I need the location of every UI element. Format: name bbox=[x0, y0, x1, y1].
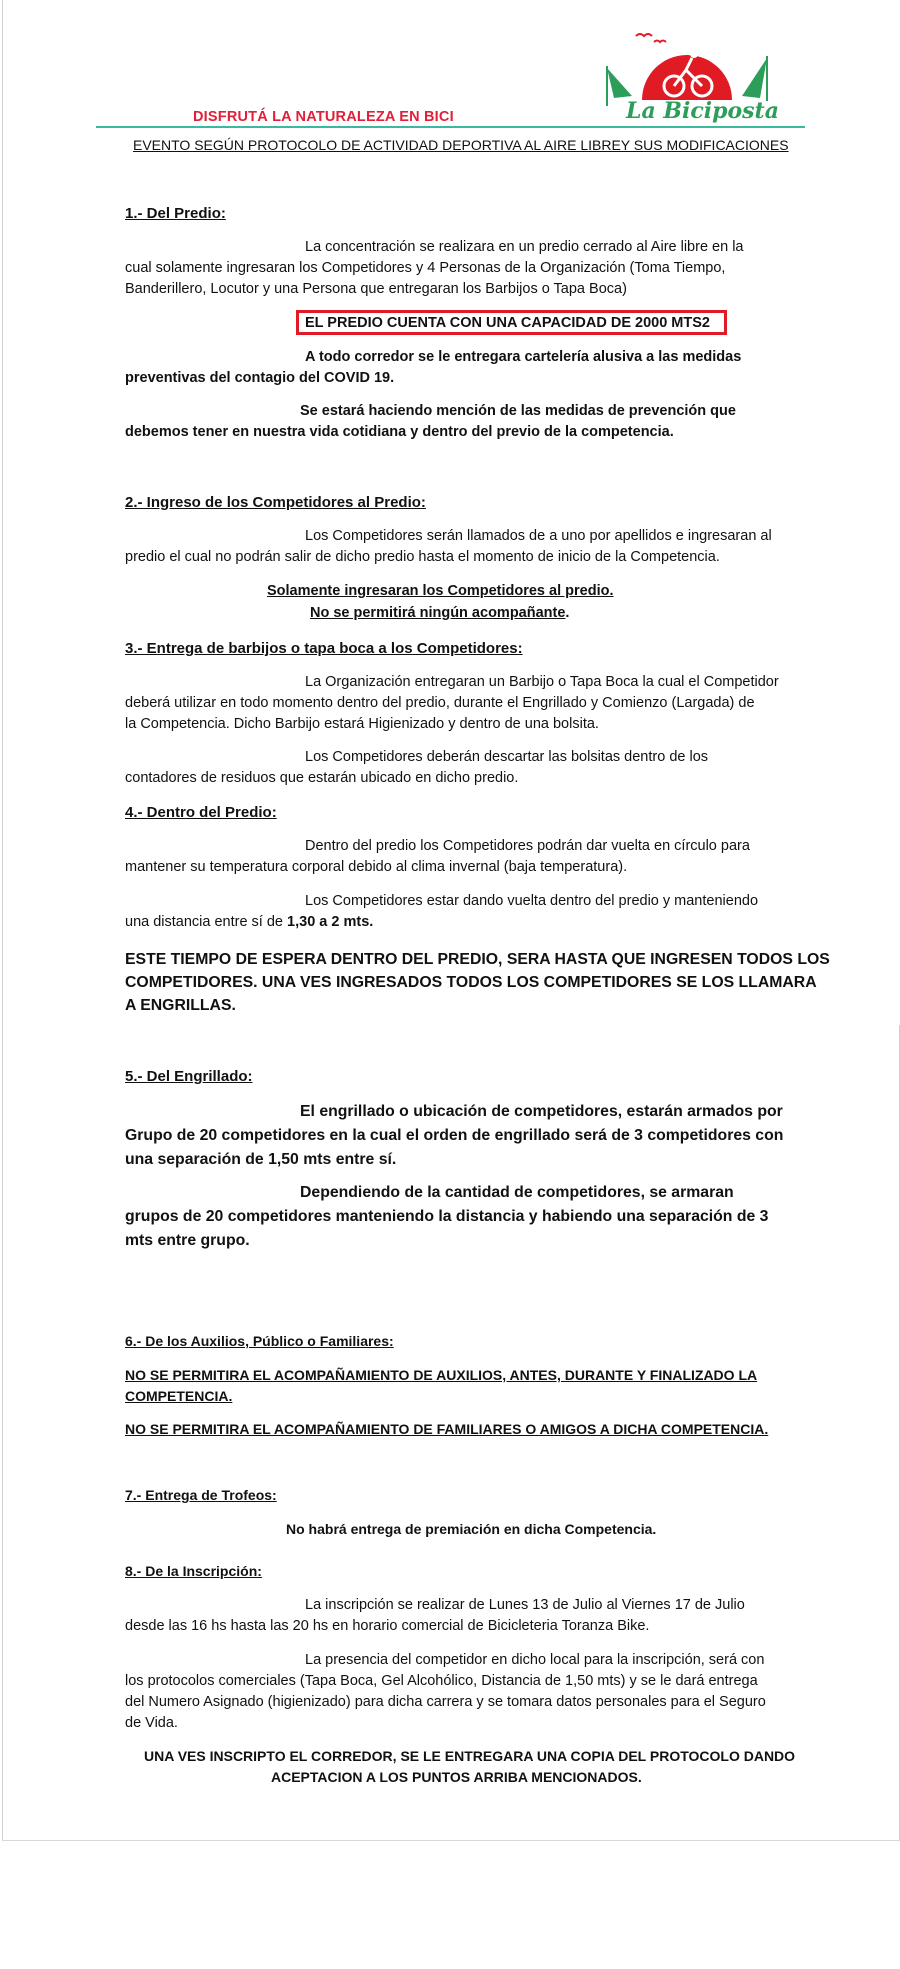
header-rule bbox=[96, 126, 805, 128]
s1-p3-line: Se estará haciendo mención de las medidas de prevención que bbox=[300, 403, 736, 419]
s5-p2-line: grupos de 20 competidores manteniendo la distancia y habiendo una separación de 3 bbox=[125, 1208, 769, 1225]
s8-p2-line: de Vida. bbox=[125, 1715, 178, 1731]
s1-p2-line: preventivas del contagio del COVID 19. bbox=[125, 370, 395, 386]
page-border bbox=[2, 0, 3, 1840]
s3-p1-line: deberá utilizar en todo momento dentro del predio, durante el Engrillado y Comienzo (Largada) de bbox=[125, 695, 755, 711]
s8-p1-line: desde las 16 hs hasta las 20 hs en horario comercial de Bicicleteria Toranza Bike. bbox=[125, 1618, 650, 1634]
s4-distance-end: . bbox=[369, 914, 374, 930]
section-2-heading: 2.- Ingreso de los Competidores al Predio: bbox=[125, 494, 426, 511]
s4-p1-line: Dentro del predio los Competidores podrán dar vuelta en círculo para bbox=[305, 838, 750, 854]
section-5-heading: 5.- Del Engrillado: bbox=[125, 1068, 253, 1085]
s1-p3-line: debemos tener en nuestra vida cotidiana y dentro del previo de la competencia. bbox=[125, 424, 674, 440]
section-6-heading: 6.- De los Auxilios, Público o Familiares: bbox=[125, 1333, 394, 1349]
capacity-notice: EL PREDIO CUENTA CON UNA CAPACIDAD DE 2000 MTS2 bbox=[305, 315, 710, 331]
section-4-heading: 4.- Dentro del Predio: bbox=[125, 804, 277, 821]
s8-final-line: ACEPTACION A LOS PUNTOS ARRIBA MENCIONADOS. bbox=[271, 1769, 642, 1785]
s5-p1-line: una separación de 1,50 mts entre sí. bbox=[125, 1151, 397, 1168]
s6-notice-line: NO SE PERMITIRA EL ACOMPAÑAMIENTO DE AUXILIOS, ANTES, DURANTE Y FINALIZADO LA bbox=[125, 1367, 758, 1383]
s1-p1-line: Banderillero, Locutor y una Persona que entregaran los Barbijos o Tapa Boca) bbox=[125, 281, 627, 297]
s3-p1-line: La Organización entregaran un Barbijo o Tapa Boca la cual el Competidor bbox=[305, 674, 779, 690]
s4-distance-value: 1,30 a 2 mts bbox=[287, 914, 370, 930]
s4-notice-line: ESTE TIEMPO DE ESPERA DENTRO DEL PREDIO, SERA HASTA QUE INGRESEN TODOS LOS bbox=[125, 951, 830, 968]
s4-p1-line: mantener su temperatura corporal debido al clima invernal (baja temperatura). bbox=[125, 859, 628, 875]
s4-p2-line: Los Competidores estar dando vuelta dentro del predio y manteniendo bbox=[305, 893, 759, 909]
s5-p2-line: mts entre grupo. bbox=[125, 1232, 250, 1249]
s4-notice-line: COMPETIDORES. UNA VES INGRESADOS TODOS LOS COMPETIDORES SE LOS LLAMARA bbox=[125, 974, 817, 991]
s2-no-companion-text: No se permitirá ningún acompañante bbox=[310, 605, 566, 621]
s4-distance-text: una distancia entre sí de bbox=[125, 914, 288, 930]
s7-no-trophies: No habrá entrega de premiación en dicha Competencia. bbox=[286, 1521, 657, 1537]
section-1-heading: 1.- Del Predio: bbox=[125, 205, 226, 222]
s2-no-companion bbox=[310, 605, 569, 621]
section-3-heading: 3.- Entrega de barbijos o tapa boca a los Competidores: bbox=[125, 640, 523, 657]
header-slogan: DISFRUTÁ LA NATURALEZA EN BICI bbox=[193, 109, 454, 125]
s6-notice-line: NO SE PERMITIRA EL ACOMPAÑAMIENTO DE FAMILIARES O AMIGOS A DICHA COMPETENCIA. bbox=[125, 1421, 769, 1437]
page-bottom-edge bbox=[2, 1840, 900, 1841]
s3-p2-line: Los Competidores deberán descartar las bolsitas dentro de los bbox=[305, 749, 709, 765]
s4-notice-line: A ENGRILLAS. bbox=[125, 997, 236, 1014]
s3-p2-line: contadores de residuos que estarán ubicado en dicho predio. bbox=[125, 770, 519, 786]
s1-p1-line: cual solamente ingresaran los Competidores y 4 Personas de la Organización (Toma Tiempo, bbox=[125, 260, 726, 276]
s2-no-companion-end: . bbox=[565, 605, 570, 621]
s8-p1-line: La inscripción se realizar de Lunes 13 de Julio al Viernes 17 de Julio bbox=[305, 1597, 745, 1613]
s3-p1-line: la Competencia. Dicho Barbijo estará Higienizado y dentro de una bolsita. bbox=[125, 716, 599, 732]
s5-p1-line: Grupo de 20 competidores en la cual el orden de engrillado será de 3 competidores con bbox=[125, 1127, 784, 1144]
s1-p1-line: La concentración se realizara en un predio cerrado al Aire libre en la bbox=[305, 239, 744, 255]
s5-p1-line: El engrillado o ubicación de competidores, estarán armados por bbox=[300, 1103, 783, 1120]
s4-p2-line bbox=[125, 914, 373, 930]
section-7-heading: 7.- Entrega de Trofeos: bbox=[125, 1487, 277, 1503]
section-8-heading: 8.- De la Inscripción: bbox=[125, 1563, 262, 1579]
s8-p2-line: La presencia del competidor en dicho local para la inscripción, será con bbox=[305, 1652, 765, 1668]
s8-final-line: UNA VES INSCRIPTO EL CORREDOR, SE LE ENTREGARA UNA COPIA DEL PROTOCOLO DANDO bbox=[144, 1748, 796, 1764]
s2-p1-line: predio el cual no podrán salir de dicho predio hasta el momento de inicio de la Competencia. bbox=[125, 549, 720, 565]
s2-p1-line: Los Competidores serán llamados de a uno por apellidos e ingresaran al bbox=[305, 528, 772, 544]
s5-p2-line: Dependiendo de la cantidad de competidores, se armaran bbox=[300, 1184, 734, 1201]
s6-notice-line: COMPETENCIA. bbox=[125, 1388, 233, 1404]
s8-p2-line: del Numero Asignado (higienizado) para dicha carrera y se tomara datos personales para el Seguro bbox=[125, 1694, 766, 1710]
logo-text: La Biciposta bbox=[626, 98, 779, 124]
s8-p2-line: los protocolos comerciales (Tapa Boca, Gel Alcohólico, Distancia de 1,50 mts) y se le dará entrega bbox=[125, 1673, 758, 1689]
document-title: EVENTO SEGÚN PROTOCOLO DE ACTIVIDAD DEPORTIVA AL AIRE LIBREY SUS MODIFICACIONES bbox=[133, 137, 789, 153]
s2-entry-rule: Solamente ingresaran los Competidores al predio. bbox=[267, 583, 614, 599]
s1-p2-line: A todo corredor se le entregara cartelería alusiva a las medidas bbox=[305, 349, 742, 365]
